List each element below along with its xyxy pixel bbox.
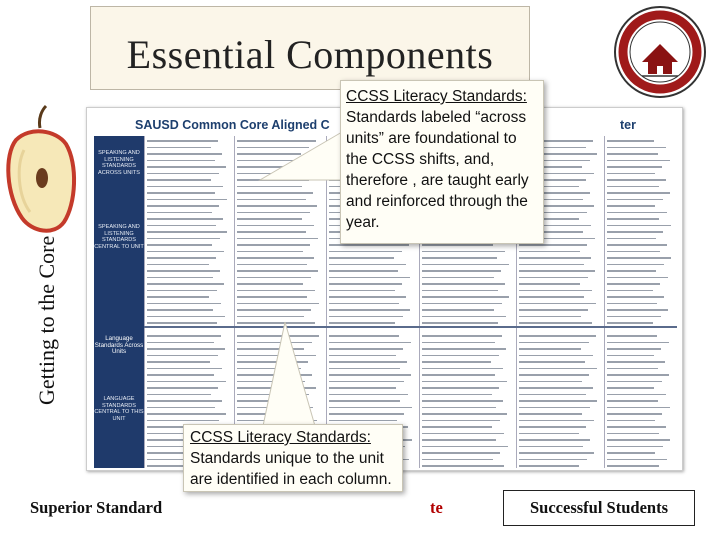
text-line	[607, 251, 660, 253]
text-line	[607, 238, 656, 240]
text-line	[607, 147, 666, 149]
text-line	[422, 277, 494, 279]
text-line	[329, 322, 395, 324]
text-line	[147, 296, 209, 298]
text-line	[147, 153, 222, 155]
text-line	[607, 199, 663, 201]
text-line	[607, 426, 666, 428]
text-line	[422, 264, 509, 266]
text-line	[519, 309, 588, 311]
standards-label-column	[94, 136, 144, 468]
text-line	[607, 270, 656, 272]
apple-slice-icon	[2, 100, 82, 242]
text-line	[519, 433, 579, 435]
text-line	[329, 387, 396, 389]
text-line	[147, 160, 215, 162]
text-line	[607, 244, 667, 246]
text-line	[329, 381, 404, 383]
document-heading-text: SAUSD Common Core Aligned C	[135, 118, 330, 132]
callout-across-units	[340, 80, 544, 244]
text-line	[147, 400, 222, 402]
slide-title: Essential Components	[126, 32, 494, 77]
text-line	[607, 420, 655, 422]
text-line	[607, 433, 659, 435]
text-line	[147, 218, 223, 220]
text-line	[519, 342, 589, 344]
text-line	[237, 264, 307, 266]
text-line	[147, 368, 222, 370]
text-line	[147, 290, 217, 292]
grid-column-divider	[604, 136, 605, 468]
text-line	[422, 316, 506, 318]
successful-students-box: Successful Students	[503, 490, 695, 526]
text-line	[422, 452, 500, 454]
text-line	[237, 244, 310, 246]
text-line	[519, 335, 596, 337]
text-line	[329, 394, 408, 396]
text-line	[237, 277, 311, 279]
text-line	[519, 296, 584, 298]
text-line	[607, 465, 659, 467]
text-line	[607, 452, 655, 454]
text-line	[607, 374, 669, 376]
text-line	[607, 179, 666, 181]
text-line	[147, 251, 224, 253]
text-line	[147, 264, 209, 266]
text-line	[607, 257, 671, 259]
text-line	[519, 244, 587, 246]
text-line	[519, 387, 593, 389]
text-line	[147, 257, 216, 259]
text-line	[519, 283, 580, 285]
text-line	[607, 394, 666, 396]
text-line	[519, 257, 591, 259]
text-line	[607, 446, 663, 448]
text-line	[147, 407, 215, 409]
text-line	[329, 283, 402, 285]
text-line	[422, 342, 495, 344]
text-line	[422, 413, 507, 415]
text-line	[607, 173, 655, 175]
text-line	[147, 277, 213, 279]
text-line	[147, 140, 218, 142]
text-line	[329, 335, 399, 337]
text-line	[237, 303, 319, 305]
text-line	[147, 361, 210, 363]
text-line	[237, 296, 307, 298]
text-line	[329, 257, 394, 259]
text-line	[519, 270, 595, 272]
text-line	[329, 413, 404, 415]
text-line	[422, 426, 492, 428]
text-line	[147, 244, 212, 246]
text-line	[519, 277, 588, 279]
text-line	[237, 225, 314, 227]
text-line	[422, 309, 494, 311]
text-line	[607, 400, 658, 402]
school-district-seal-icon	[612, 4, 708, 100]
text-line	[519, 355, 593, 357]
document-heading-tail: ter	[620, 118, 636, 132]
callout-body: Standards labeled “across units” are foundational to the CCSS shifts, and, therefore , are taught early and reinforced through the year.	[346, 109, 529, 231]
text-line	[607, 218, 659, 220]
text-line	[147, 303, 221, 305]
text-line	[329, 316, 403, 318]
text-line	[237, 251, 303, 253]
text-line	[422, 407, 496, 409]
text-line	[422, 361, 491, 363]
text-line	[237, 257, 314, 259]
bottom-left-text: Superior Standard	[30, 498, 163, 517]
text-line	[607, 459, 667, 461]
text-line	[237, 238, 318, 240]
text-line	[329, 420, 397, 422]
callout-unique-standards	[183, 424, 403, 492]
text-line	[607, 160, 670, 162]
text-line	[607, 413, 662, 415]
text-line	[607, 166, 662, 168]
text-line	[519, 400, 597, 402]
title-box	[90, 6, 530, 90]
grid-column-divider	[234, 136, 235, 468]
text-line	[329, 400, 400, 402]
text-line	[607, 348, 661, 350]
text-line	[519, 407, 590, 409]
text-line	[607, 290, 653, 292]
text-line	[329, 244, 409, 246]
text-line	[607, 283, 660, 285]
text-line	[422, 446, 508, 448]
text-line	[147, 179, 211, 181]
text-line	[519, 452, 594, 454]
text-line	[329, 277, 410, 279]
text-line	[147, 205, 219, 207]
text-line	[519, 374, 589, 376]
text-line	[329, 251, 402, 253]
text-line	[329, 348, 403, 350]
text-line	[519, 251, 580, 253]
text-line	[237, 316, 304, 318]
text-line	[329, 296, 406, 298]
text-line	[147, 309, 213, 311]
text-line	[237, 270, 318, 272]
text-line	[147, 238, 220, 240]
text-line	[607, 368, 658, 370]
text-line	[607, 309, 668, 311]
text-line	[422, 296, 509, 298]
row-divider	[144, 326, 677, 328]
text-line	[147, 413, 226, 415]
text-line	[329, 290, 395, 292]
text-line	[329, 407, 412, 409]
text-line	[422, 244, 493, 246]
text-line	[519, 381, 582, 383]
text-line	[607, 322, 653, 324]
text-line	[422, 270, 501, 272]
text-line	[607, 342, 669, 344]
text-line	[422, 374, 495, 376]
text-line	[422, 381, 507, 383]
text-line	[147, 342, 214, 344]
text-line	[422, 400, 503, 402]
text-line	[329, 303, 399, 305]
text-line	[519, 394, 586, 396]
text-line	[519, 459, 587, 461]
text-line	[607, 316, 661, 318]
text-line	[329, 309, 410, 311]
text-line	[147, 225, 216, 227]
text-line	[519, 413, 582, 415]
text-line	[519, 316, 581, 318]
text-line	[607, 205, 655, 207]
text-line	[422, 251, 505, 253]
text-line	[147, 335, 221, 337]
row-label: LANGUAGE STANDARDS CENTRAL TO THIS UNIT	[94, 396, 144, 422]
text-line	[422, 459, 493, 461]
text-line	[607, 225, 671, 227]
callout-pointer	[250, 120, 350, 220]
text-line	[329, 361, 407, 363]
text-line	[607, 140, 654, 142]
text-line	[147, 147, 211, 149]
text-line	[607, 335, 657, 337]
text-line	[607, 153, 658, 155]
text-line	[519, 348, 581, 350]
text-line	[329, 374, 411, 376]
text-line	[329, 355, 396, 357]
text-line	[422, 348, 506, 350]
text-line	[607, 361, 665, 363]
text-line	[607, 439, 670, 441]
text-line	[607, 407, 670, 409]
text-line	[607, 264, 664, 266]
text-line	[519, 368, 597, 370]
text-line	[519, 420, 594, 422]
text-line	[607, 192, 670, 194]
text-line	[607, 303, 657, 305]
text-line	[422, 290, 498, 292]
text-line	[147, 348, 225, 350]
text-line	[607, 186, 659, 188]
text-line	[519, 264, 584, 266]
grid-column-divider	[144, 136, 145, 468]
text-line	[607, 381, 662, 383]
text-line	[519, 290, 592, 292]
text-line	[607, 296, 664, 298]
text-line	[147, 420, 219, 422]
text-line	[237, 290, 315, 292]
text-line	[329, 368, 400, 370]
text-line	[147, 186, 223, 188]
text-line	[147, 381, 226, 383]
text-line	[519, 439, 590, 441]
text-line	[422, 283, 505, 285]
text-line	[422, 420, 500, 422]
text-line	[422, 335, 502, 337]
text-line	[422, 433, 504, 435]
text-line	[607, 355, 654, 357]
text-line	[147, 231, 227, 233]
row-label: Language Standards Across Units	[94, 335, 144, 355]
text-line	[607, 277, 668, 279]
text-line	[519, 446, 583, 448]
row-label: SPEAKING AND LISTENING STANDARDS CENTRAL TO UNIT	[94, 224, 144, 250]
text-line	[147, 283, 224, 285]
text-line	[422, 368, 503, 370]
text-line	[147, 316, 225, 318]
text-line	[422, 303, 502, 305]
text-line	[422, 257, 497, 259]
callout-heading: CCSS Literacy Standards:	[190, 429, 371, 446]
text-line	[607, 212, 667, 214]
text-line	[237, 283, 303, 285]
text-line	[607, 387, 654, 389]
text-line	[607, 231, 663, 233]
text-line	[329, 270, 398, 272]
text-line	[422, 439, 496, 441]
text-line	[422, 394, 492, 396]
text-line	[422, 355, 499, 357]
callout-heading: CCSS Literacy Standards:	[346, 88, 527, 105]
text-line	[147, 199, 227, 201]
text-line	[329, 264, 406, 266]
text-line	[519, 465, 579, 467]
text-line	[147, 394, 211, 396]
text-line	[147, 166, 226, 168]
text-line	[147, 355, 218, 357]
text-line	[147, 374, 214, 376]
side-text: Getting to the Core	[34, 235, 59, 405]
text-line	[147, 270, 220, 272]
text-line	[147, 192, 215, 194]
text-line	[237, 231, 306, 233]
text-line	[422, 322, 498, 324]
text-line	[147, 387, 218, 389]
text-line	[147, 173, 219, 175]
text-line	[237, 309, 311, 311]
text-line	[519, 303, 596, 305]
text-line	[422, 387, 499, 389]
text-line	[519, 361, 585, 363]
text-line	[519, 426, 586, 428]
row-label: SPEAKING AND LISTENING STANDARDS ACROSS UNITS	[98, 150, 140, 176]
callout-body: Standards unique to the unit are identified in each column.	[190, 450, 392, 488]
text-line	[147, 322, 217, 324]
text-line	[422, 465, 504, 467]
callout-pointer	[255, 318, 335, 428]
bottom-red-text: te	[430, 498, 443, 517]
text-line	[329, 342, 411, 344]
text-line	[519, 322, 592, 324]
text-line	[147, 212, 212, 214]
